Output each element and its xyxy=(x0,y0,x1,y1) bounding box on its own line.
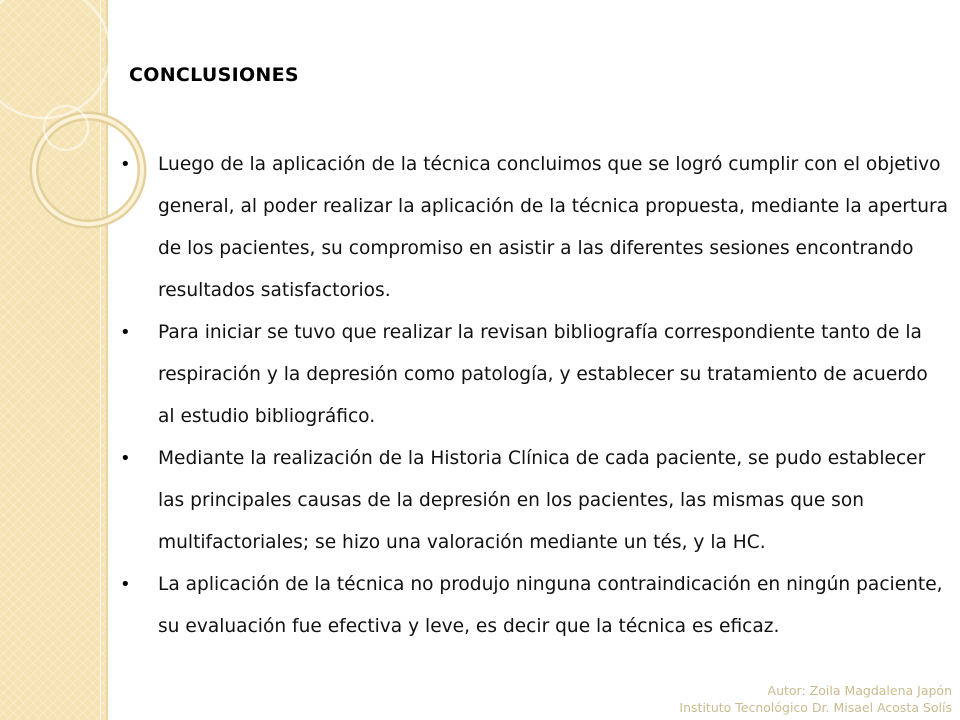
slide-footer xyxy=(679,682,952,716)
bullet-item xyxy=(120,312,950,438)
bullet-item xyxy=(120,564,950,648)
ring-large xyxy=(0,0,110,118)
bullet-text: • Para iniciar se tuvo que realizar la revisan bibliografía correspondiente tanto de la respiración y la depresión como patología, y establecer su tratamiento de acuerdo al estudio bibliográfico. xyxy=(158,322,928,427)
slide-title: CONCLUSIONES xyxy=(129,64,299,86)
bullet-item xyxy=(120,144,950,312)
bullet-text: • La aplicación de la técnica no produjo ninguna contraindicación en ningún paciente, su evaluación fue efectiva y leve, es decir que la técnica es eficaz. xyxy=(158,574,943,637)
bullet-item xyxy=(120,438,950,564)
bullet-text: • Mediante la realización de la Historia Clínica de cada paciente, se pudo establecer las principales causas de la depresión en los pacientes, las mismas que son multifactoriales; se hizo una valoración mediante un tés, y la HC. xyxy=(158,448,926,553)
footer-author: Autor: Zoila Magdalena Japón xyxy=(767,683,952,698)
footer-institution: Instituto Tecnológico Dr. Misael Acosta Solís xyxy=(679,700,952,715)
bullet-text: • Luego de la aplicación de la técnica concluimos que se logró cumplir con el objetivo general, al poder realizar la aplicación de la técnica propuesta, mediante la apertura de los pacientes, su compromiso en asistir a las diferentes sesiones encontrando resultados satisfactorios. xyxy=(158,154,949,301)
conclusions-list xyxy=(120,144,950,648)
